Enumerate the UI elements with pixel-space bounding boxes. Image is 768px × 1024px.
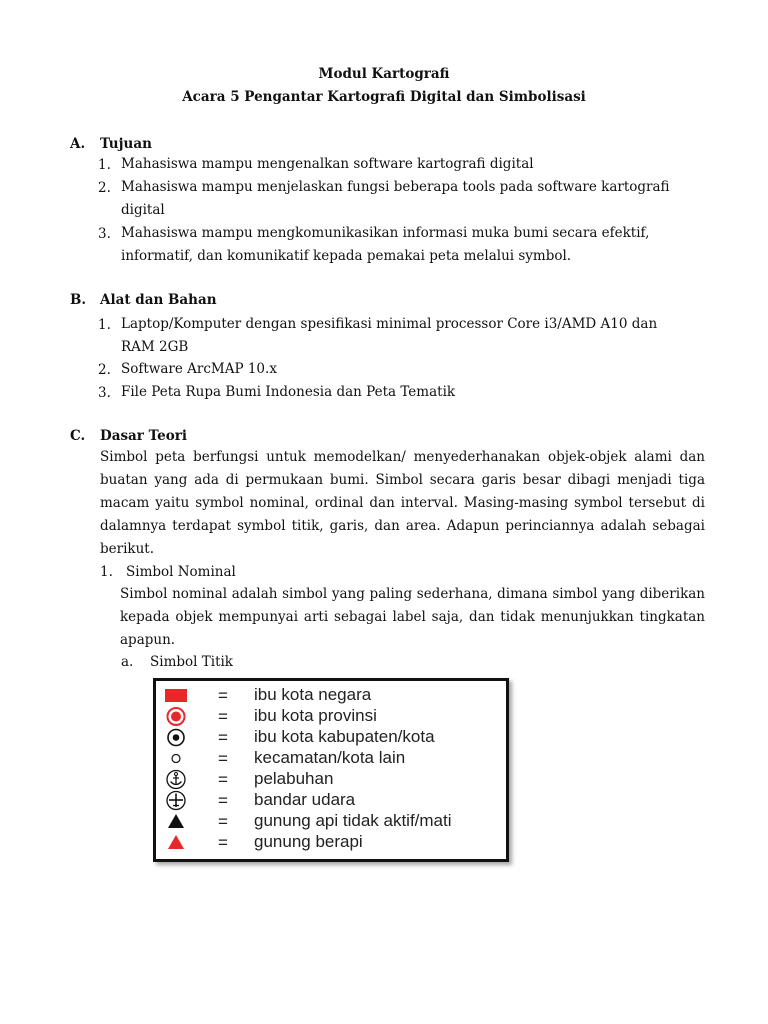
page-title: Modul Kartografi bbox=[318, 66, 450, 82]
legend-label: gunung berapi bbox=[254, 832, 363, 851]
section-b-title: Alat dan Bahan bbox=[100, 292, 217, 308]
equals-sign: = bbox=[218, 770, 228, 789]
legend-row bbox=[156, 811, 506, 832]
list-item: File Peta Rupa Bumi Indonesia dan Peta Tematik bbox=[121, 384, 456, 400]
list-number: 3. bbox=[98, 226, 111, 242]
list-number: 2. bbox=[98, 362, 111, 378]
legend-label: ibu kota kabupaten/kota bbox=[254, 727, 435, 746]
equals-sign: = bbox=[218, 686, 228, 705]
black-triangle-icon bbox=[164, 811, 188, 832]
list-number: 3. bbox=[98, 385, 111, 401]
equals-sign: = bbox=[218, 833, 228, 852]
legend-row bbox=[156, 685, 506, 706]
list-item: Mahasiswa mampu menjelaskan fungsi beberapa tools pada software kartografi bbox=[121, 179, 670, 195]
legend-label: bandar udara bbox=[254, 790, 356, 809]
legend-row bbox=[156, 727, 506, 748]
equals-sign: = bbox=[218, 791, 228, 810]
list-item: Laptop/Komputer dengan spesifikasi minimal processor Core i3/AMD A10 dan bbox=[121, 316, 658, 332]
list-item-cont: RAM 2GB bbox=[121, 339, 189, 355]
symbol-legend-figure bbox=[153, 678, 509, 862]
list-number: 1. bbox=[98, 157, 111, 173]
red-dot-circle-icon bbox=[164, 706, 188, 727]
section-c-title: Dasar Teori bbox=[100, 428, 187, 444]
red-square-icon bbox=[164, 685, 188, 706]
equals-sign: = bbox=[218, 728, 228, 747]
list-item: Software ArcMAP 10.x bbox=[121, 361, 277, 377]
legend-row bbox=[156, 706, 506, 727]
section-c-paragraph: Simbol peta berfungsi untuk memodelkan/ menyederhanakan objek-objek alami dan buatan yang ada di permukaan bumi. Simbol secara garis besar dibagi menjadi tiga macam yaitu symbol nominal, ordinal dan interval. Masing-masing symbol tersebut di dalamnya terdapat symbol titik, garis, dan area. Adapun perinciannya adalah sebagai berikut. bbox=[100, 449, 705, 557]
legend-label: ibu kota negara bbox=[254, 685, 372, 704]
legend-label: gunung api tidak aktif/mati bbox=[254, 811, 452, 830]
point-title: Simbol Titik bbox=[150, 654, 233, 670]
small-circle-icon bbox=[164, 748, 188, 769]
anchor-circle-icon bbox=[164, 769, 188, 790]
page-subtitle: Acara 5 Pengantar Kartografi Digital dan Simbolisasi bbox=[182, 89, 586, 105]
black-dot-circle-icon bbox=[164, 727, 188, 748]
legend-label: ibu kota provinsi bbox=[254, 706, 377, 725]
point-letter: a. bbox=[121, 654, 134, 670]
subsection-paragraph: Simbol nominal adalah simbol yang paling sederhana, dimana simbol yang diberikan kepada objek mempunyai arti sebagai label saja, dan tidak menunjukkan tingkatan apapun. bbox=[120, 586, 705, 648]
list-number: 2. bbox=[98, 180, 111, 196]
red-triangle-icon bbox=[164, 832, 188, 853]
legend-row bbox=[156, 790, 506, 811]
legend-label: pelabuhan bbox=[254, 769, 334, 788]
airplane-circle-icon bbox=[164, 790, 188, 811]
list-item-cont: digital bbox=[121, 202, 165, 218]
section-b-letter: B. bbox=[70, 292, 87, 308]
section-c-letter: C. bbox=[70, 428, 86, 444]
list-item: Mahasiswa mampu mengenalkan software kartografi digital bbox=[121, 156, 534, 172]
legend-row bbox=[156, 769, 506, 790]
section-a-letter: A. bbox=[70, 136, 86, 152]
legend-row bbox=[156, 832, 506, 853]
list-item-cont: informatif, dan komunikatif kepada pemakai peta melalui symbol. bbox=[121, 248, 572, 264]
equals-sign: = bbox=[218, 707, 228, 726]
subsection-number: 1. bbox=[100, 564, 113, 580]
legend-label: kecamatan/kota lain bbox=[254, 748, 406, 767]
equals-sign: = bbox=[218, 812, 228, 831]
legend-row bbox=[156, 748, 506, 769]
list-item: Mahasiswa mampu mengkomunikasikan informasi muka bumi secara efektif, bbox=[121, 225, 650, 241]
section-a-title: Tujuan bbox=[100, 136, 152, 152]
list-number: 1. bbox=[98, 317, 111, 333]
equals-sign: = bbox=[218, 749, 228, 768]
subsection-title: Simbol Nominal bbox=[126, 564, 236, 580]
